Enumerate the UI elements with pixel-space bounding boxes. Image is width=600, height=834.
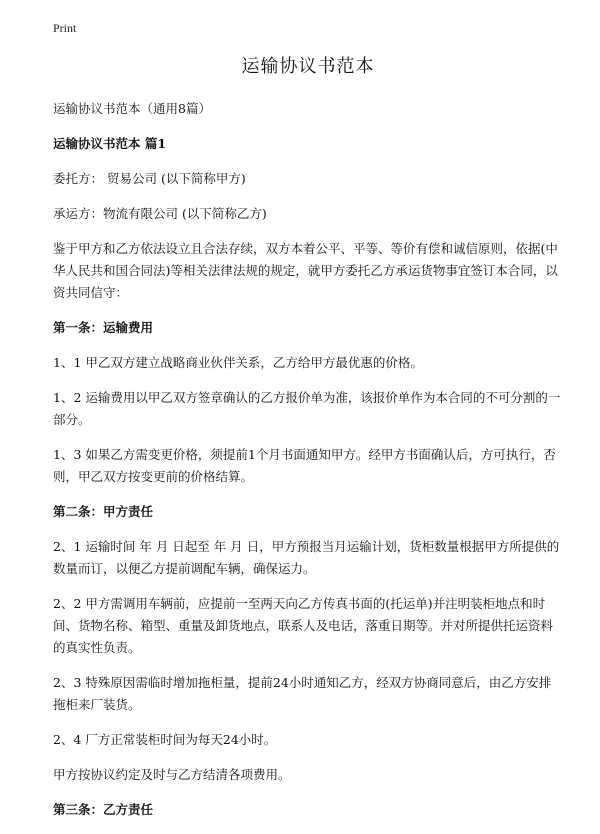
section-heading: 运输协议书范本 篇1 bbox=[53, 136, 167, 151]
paragraph: 2、1 运输时间 年 月 日起至 年 月 日，甲方预报当月运输计划，货柜数量根据甲方所提供的数量而订，以便乙方提前调配车辆，确保运力。 bbox=[53, 539, 560, 576]
paragraph: 1、3 如果乙方需变更价格，须提前1个月书面通知甲方。经甲方书面确认后，方可执行，否则，甲乙双方按变更前的价格结算。 bbox=[53, 447, 556, 484]
paragraph: 1、1 甲乙双方建立战略商业伙伴关系，乙方给甲方最优惠的价格。 bbox=[53, 355, 423, 370]
paragraph: 承运方：物流有限公司 (以下简称乙方) bbox=[53, 206, 267, 221]
document-body bbox=[53, 52, 563, 834]
paragraph: 2、3 特殊原因需临时增加拖柜量，提前24小时通知乙方，经双方协商同意后，由乙方安排拖柜来厂装货。 bbox=[53, 675, 552, 712]
document-paragraphs bbox=[53, 98, 563, 821]
section-heading: 第三条：乙方责任 bbox=[53, 802, 154, 817]
paragraph: 鉴于甲方和乙方依法设立且合法存续，双方本着公平、平等、等价有偿和诚信原则，依据(中华人民共和国合同法)等相关法律法规的规定，就甲方委托乙方承运货物事宜签订本合同，以资共同信守： bbox=[53, 241, 558, 300]
print-link[interactable]: Print bbox=[53, 21, 77, 35]
paragraph: 1、2 运输费用以甲乙双方签章确认的乙方报价单为准，该报价单作为本合同的不可分割的一部分。 bbox=[53, 390, 561, 427]
section-heading: 第一条：运输费用 bbox=[53, 320, 154, 335]
paragraph: 委托方： 贸易公司 (以下简称甲方) bbox=[53, 171, 246, 186]
paragraph: 2、4 厂方正常装柜时间为每天24小时。 bbox=[53, 732, 277, 747]
paragraph: 运输协议书范本（通用8篇） bbox=[53, 101, 211, 116]
paragraph: 2、2 甲方需调用车辆前，应提前一至两天向乙方传真书面的(托运单)并注明装柜地点和时间、货物名称、箱型、重量及卸货地点，联系人及电话，落重日期等。并对所提供托运资料的真实性负责。 bbox=[53, 596, 554, 655]
paragraph: 甲方按协议约定及时与乙方结清各项费用。 bbox=[53, 767, 291, 782]
section-heading: 第二条：甲方责任 bbox=[53, 504, 154, 519]
document-title: 运输协议书范本 bbox=[241, 56, 375, 77]
